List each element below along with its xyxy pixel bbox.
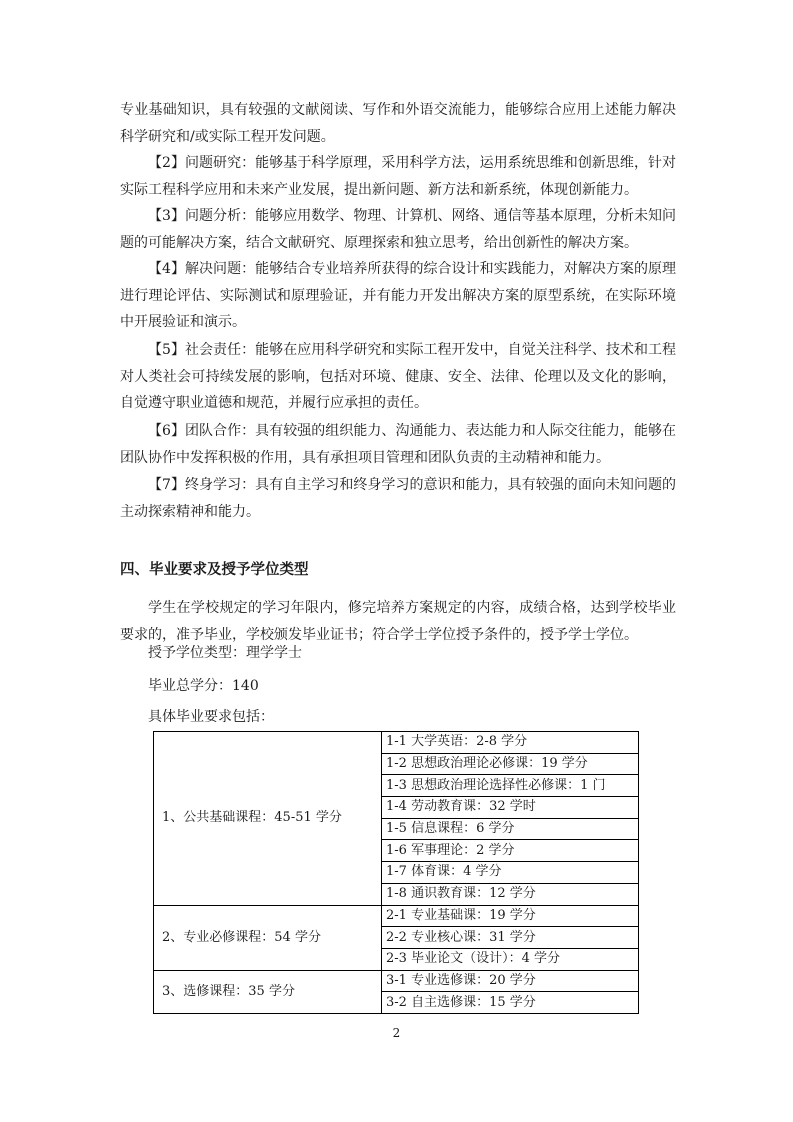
page-number: 2 bbox=[392, 1026, 401, 1040]
paragraph-item-7: 【7】终身学习：具有自主学习和终身学习的意识和能力，具有较强的面向未知问题的主动探索精神和能力。 bbox=[120, 477, 676, 520]
category-cell: 1、公共基础课程：45-51 学分 bbox=[154, 732, 382, 906]
item-cell: 1-5 信息课程：6 学分 bbox=[382, 818, 639, 840]
table-row bbox=[154, 732, 639, 754]
section-intro: 学生在学校规定的学习年限内，修完培养方案规定的内容，成绩合格，达到学校毕业要求的，准予毕业，学校颁发毕业证书；符合学士学位授予条件的，授予学士学位。 bbox=[120, 600, 676, 643]
item-cell: 2-3 毕业论文（设计）：4 学分 bbox=[382, 948, 639, 970]
table-row bbox=[154, 905, 639, 927]
paragraph-item-6: 【6】团队合作：具有较强的组织能力、沟通能力、表达能力和人际交往能力，能够在团队协作中发挥积极的作用，具有承担项目管理和团队负责的主动精神和能力。 bbox=[120, 423, 676, 466]
paragraph-item-5: 【5】社会责任：能够在应用科学研究和实际工程开发中，自觉关注科学、技术和工程对人类社会可持续发展的影响，包括对环境、健康、安全、法律、伦理以及文化的影响，自觉遵守职业道德和规范，并履行应承担的责任。 bbox=[120, 342, 676, 411]
item-cell: 3-1 专业选修课：20 学分 bbox=[382, 970, 639, 992]
item-cell: 1-2 思想政治理论必修课：19 学分 bbox=[382, 753, 639, 775]
category-cell: 2、专业必修课程：54 学分 bbox=[154, 905, 382, 970]
requirements-table bbox=[153, 731, 639, 1014]
table-row bbox=[154, 970, 639, 992]
paragraph-continuation: 专业基础知识，具有较强的文献阅读、写作和外语交流能力，能够综合应用上述能力解决科学研究和/或实际工程开发问题。 bbox=[120, 102, 676, 145]
item-cell: 1-3 思想政治理论选择性必修课：1 门 bbox=[382, 775, 639, 797]
paragraph-item-4: 【4】解决问题：能够结合专业培养所获得的综合设计和实践能力，对解决方案的原理进行理论评估、实际测试和原理验证，并有能力开发出解决方案的原型系统，在实际环境中开展验证和演示。 bbox=[120, 261, 676, 330]
item-cell: 2-1 专业基础课：19 学分 bbox=[382, 905, 639, 927]
paragraph-item-3: 【3】问题分析：能够应用数学、物理、计算机、网络、通信等基本原理，分析未知问题的可能解决方案，结合文献研究、原理探索和独立思考，给出创新性的解决方案。 bbox=[120, 208, 676, 251]
degree-type: 授予学位类型：理学学士 bbox=[148, 645, 302, 661]
item-cell: 1-6 军事理论：2 学分 bbox=[382, 840, 639, 862]
category-cell: 3、选修课程：35 学分 bbox=[154, 970, 382, 1013]
item-cell: 1-7 体育课：4 学分 bbox=[382, 862, 639, 884]
item-cell: 2-2 专业核心课：31 学分 bbox=[382, 927, 639, 949]
paragraph-item-2: 【2】问题研究：能够基于科学原理，采用科学方法，运用系统思维和创新思维，针对实际工程科学应用和未来产业发展，提出新问题、新方法和新系统，体现创新能力。 bbox=[120, 155, 676, 198]
item-cell: 3-2 自主选修课：15 学分 bbox=[382, 992, 639, 1014]
item-cell: 1-1 大学英语：2-8 学分 bbox=[382, 732, 639, 754]
total-credits: 毕业总学分：140 bbox=[148, 678, 259, 694]
section-heading: 四、毕业要求及授予学位类型 bbox=[120, 562, 309, 578]
item-cell: 1-8 通识教育课：12 学分 bbox=[382, 883, 639, 905]
item-cell: 1-4 劳动教育课：32 学时 bbox=[382, 797, 639, 819]
requirements-label: 具体毕业要求包括： bbox=[148, 709, 274, 725]
